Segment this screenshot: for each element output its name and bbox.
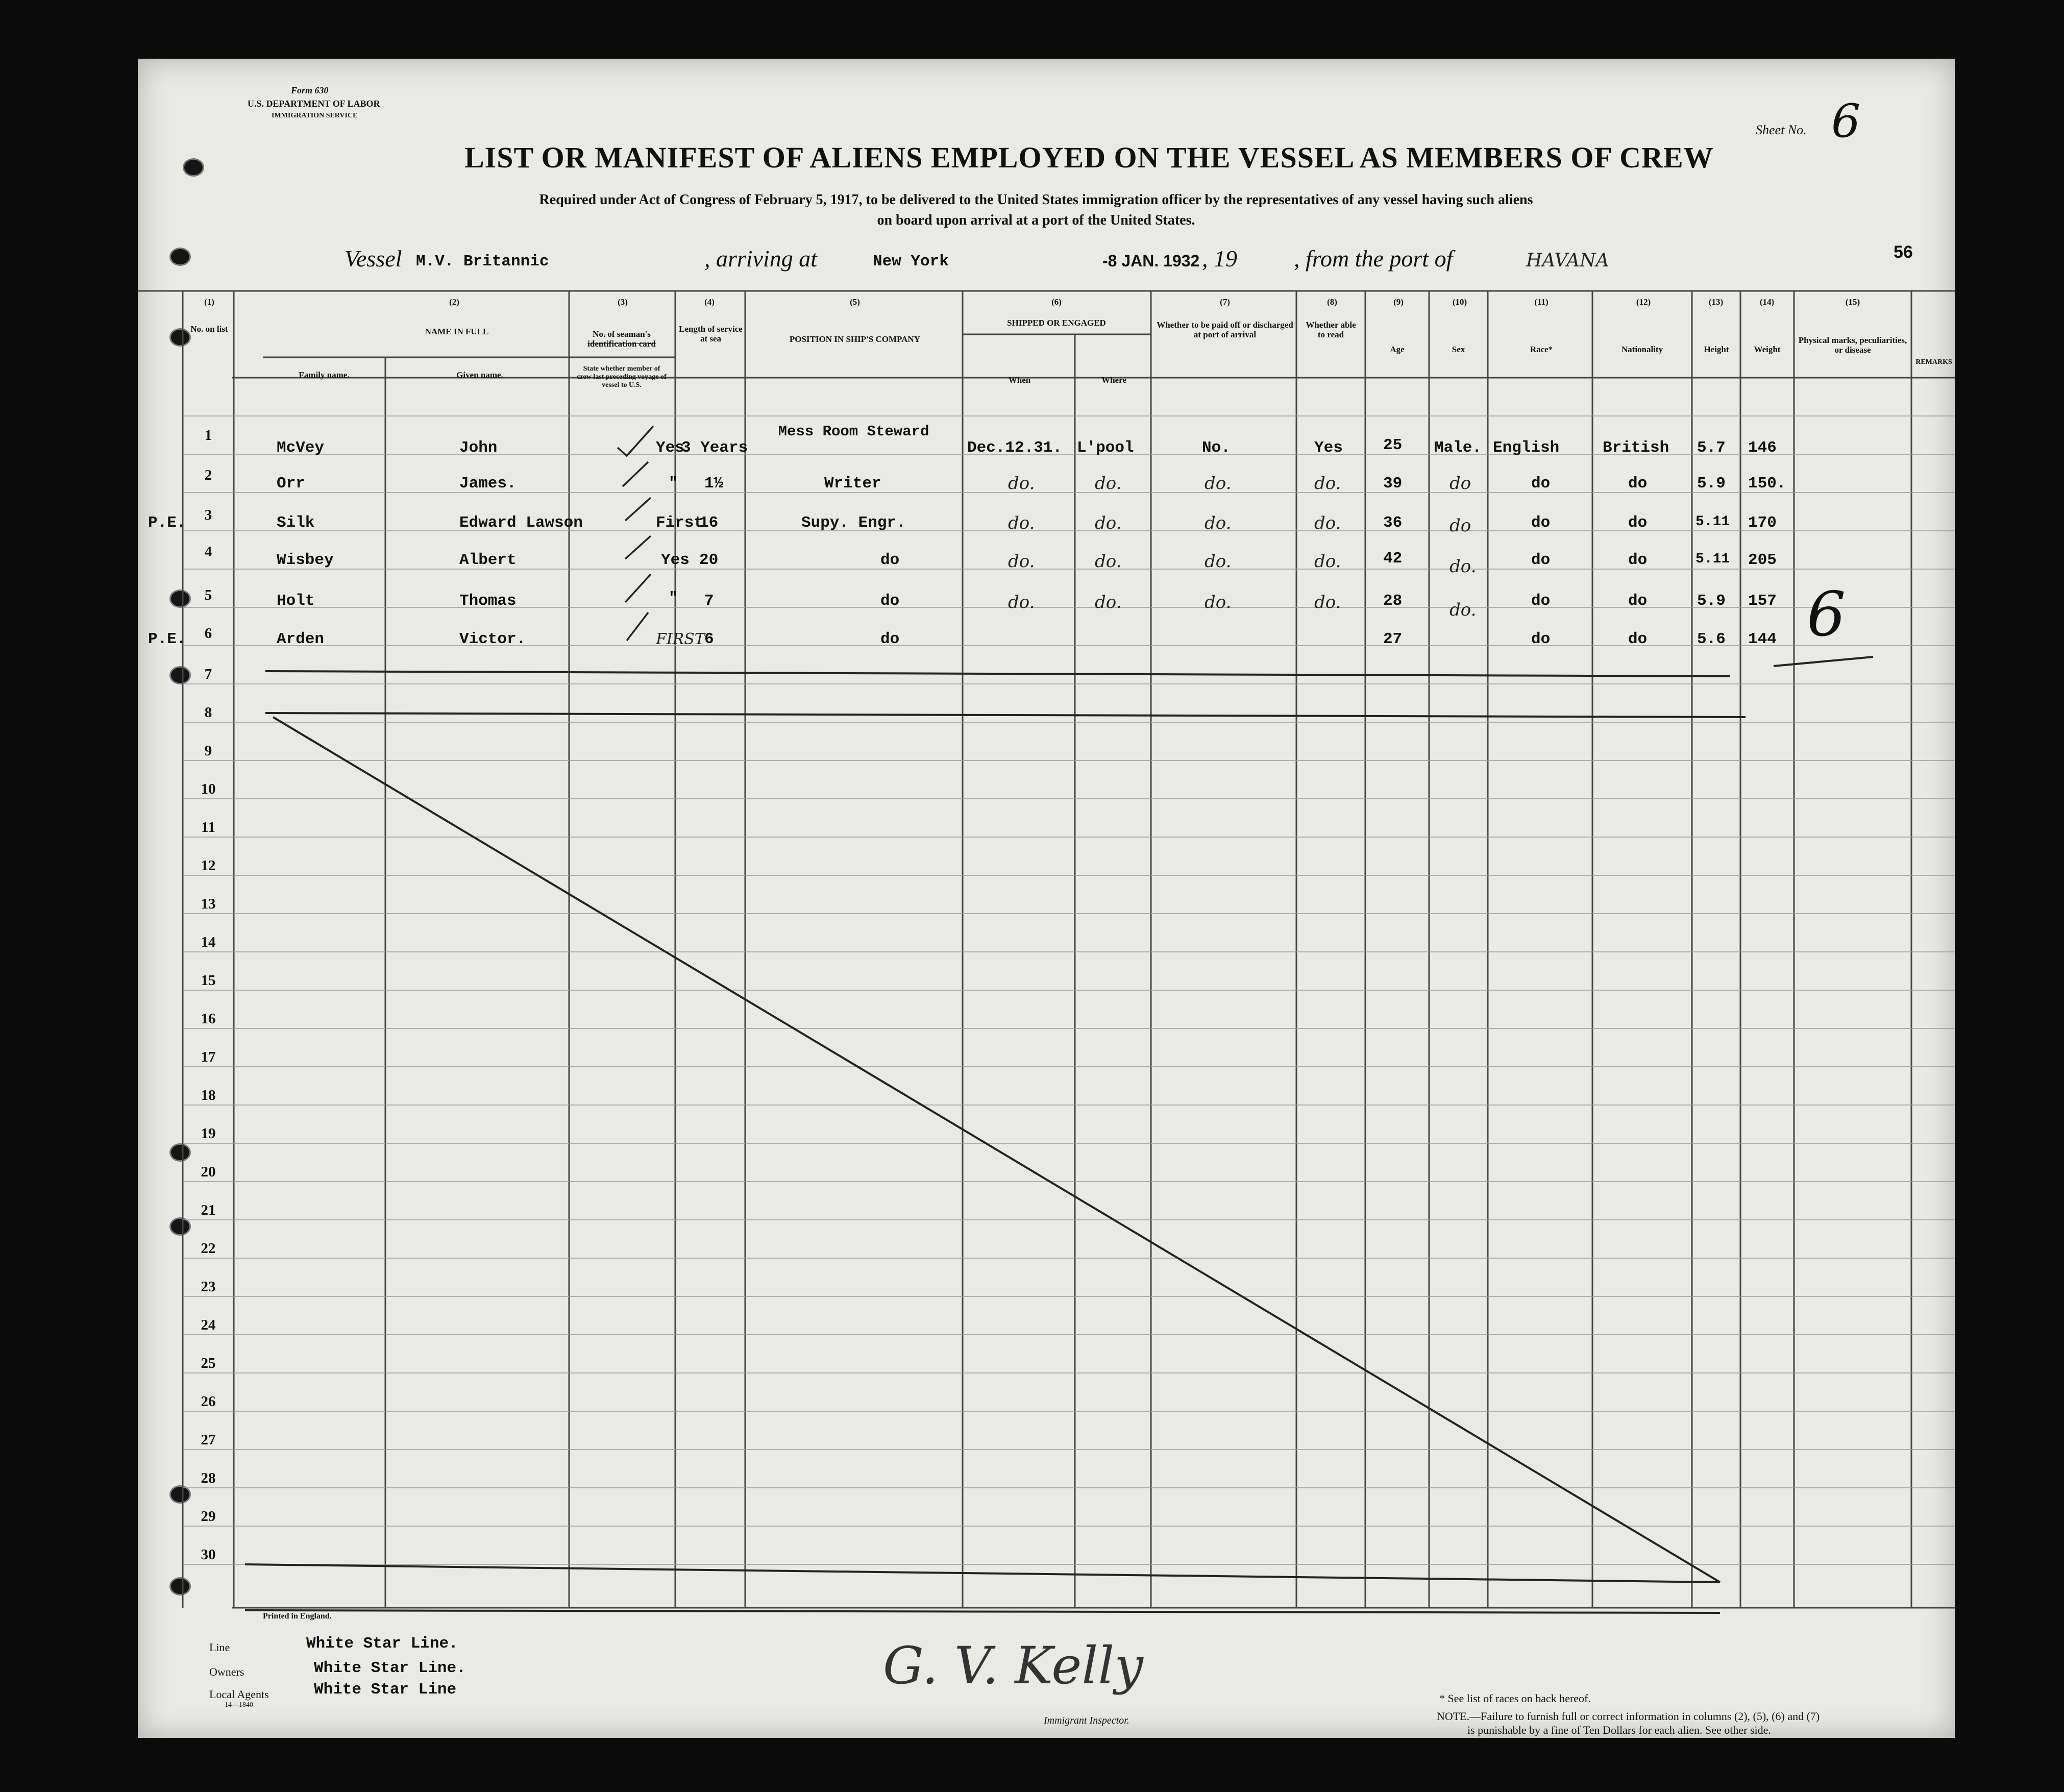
manifest-table-grid [138, 59, 1955, 1738]
line-label: Line [209, 1641, 230, 1654]
weight: 150. [1748, 475, 1786, 493]
from-label: , from the port of [1294, 246, 1453, 272]
age: 39 [1383, 475, 1403, 493]
given-name: Victor. [459, 630, 526, 648]
age: 27 [1383, 630, 1403, 648]
department: U.S. DEPARTMENT OF LABOR [248, 99, 380, 109]
given-name: John [459, 439, 498, 457]
age: 25 [1383, 436, 1403, 454]
document-title: LIST OR MANIFEST OF ALIENS EMPLOYED ON THE VESSEL AS MEMBERS OF CREW [464, 141, 1714, 174]
col-2-number: (2) [449, 297, 459, 307]
height: 5.11 [1696, 551, 1730, 567]
fine-note-2: is punishable by a fine of Ten Dollars for each alien. See other side. [1467, 1724, 1771, 1736]
col-6a-header: When [1008, 375, 1031, 385]
row-number: 28 [201, 1470, 216, 1486]
able-to-read: do. [1314, 551, 1341, 572]
shipped-when: do. [1008, 473, 1035, 494]
row-number: 15 [201, 972, 216, 989]
shipped-when: do. [1008, 551, 1035, 572]
col-11-header: Race* [1530, 345, 1553, 354]
col-3-header: State whether member of crew last preceding voyage of vessel to U.S. [577, 365, 667, 389]
age: 28 [1383, 592, 1403, 610]
row-number: 7 [204, 666, 212, 682]
inspector-label: Immigrant Inspector. [1044, 1715, 1129, 1726]
col-3-number: (3) [618, 297, 628, 307]
col-2-header: NAME IN FULL [425, 327, 489, 336]
shipped-where: do. [1095, 513, 1122, 533]
shipped-when: do. [1008, 513, 1035, 533]
page-code: 56 [1894, 242, 1913, 262]
line-value: White Star Line. [306, 1635, 458, 1653]
weight: 144 [1748, 630, 1777, 648]
family-name: Wisbey [277, 551, 334, 569]
row-number: 3 [204, 507, 212, 523]
able-to-read: do. [1314, 513, 1341, 533]
position: Mess Room Steward [778, 423, 929, 440]
col-7-number: (7) [1220, 297, 1230, 307]
col-12-header: Nationality [1621, 345, 1663, 354]
col-6-number: (6) [1051, 297, 1062, 307]
manifest-sheet [138, 59, 1955, 1738]
given-name: Thomas [459, 592, 517, 610]
col-14-number: (14) [1759, 297, 1775, 307]
family-name: Holt [277, 592, 315, 610]
sheet-number: 6 [1831, 94, 1861, 148]
service-length: 7 [704, 592, 714, 610]
row-number: 4 [204, 544, 212, 560]
position: do [880, 592, 900, 610]
col-1-number: (1) [204, 297, 214, 307]
row-number: 20 [201, 1164, 216, 1180]
able-to-read: do. [1314, 592, 1341, 612]
paid-off: No. [1202, 439, 1231, 457]
vessel-name: M.V. Britannic [416, 253, 549, 271]
previous-voyage: " [669, 475, 678, 493]
arrival-date-stamp: -8 JAN. 1932 [1102, 252, 1200, 270]
agents-label: Local Agents [209, 1688, 269, 1701]
row-number: 6 [204, 625, 212, 642]
col-5-header: POSITION IN SHIP'S COMPANY [789, 334, 921, 344]
height: 5.6 [1697, 630, 1726, 648]
owners-value: White Star Line. [314, 1659, 466, 1677]
remarks-total: 6 [1807, 579, 1846, 650]
col-1-header: No. on list [190, 324, 228, 334]
col-7-header: Whether to be paid off or discharged at port of arrival [1157, 320, 1293, 339]
row-mark: P.E. [148, 630, 186, 648]
previous-voyage: Yes [656, 439, 684, 457]
row-number: 21 [201, 1202, 216, 1218]
col-2a-header: Family name. [299, 370, 350, 380]
position: Writer [824, 475, 881, 493]
able-to-read: Yes [1314, 439, 1343, 457]
shipped-where: do. [1095, 551, 1122, 572]
departure-port: HAVANA [1526, 250, 1609, 271]
col-8-number: (8) [1327, 297, 1337, 307]
previous-voyage: " [669, 590, 678, 607]
row-number: 19 [201, 1125, 216, 1142]
remarks-header: REMARKS [1915, 358, 1952, 366]
sheet-label: Sheet No. [1756, 122, 1807, 137]
col-2b-header: Given name. [456, 370, 503, 380]
row-number: 8 [204, 704, 212, 721]
col-15-header: Physical marks, peculiarities, or disease [1798, 335, 1907, 355]
family-name: McVey [277, 439, 325, 457]
nationality: British [1603, 439, 1669, 457]
col-12-number: (12) [1636, 297, 1651, 307]
row-number: 5 [204, 587, 212, 603]
document-subtitle-2: on board upon arrival at a port of the United States. [877, 212, 1195, 228]
weight: 146 [1748, 439, 1777, 457]
given-name: James. [459, 475, 517, 493]
position: do [880, 551, 900, 569]
col-9-number: (9) [1393, 297, 1404, 307]
row-number: 23 [201, 1279, 216, 1295]
service-length: 20 [699, 551, 719, 569]
agents-code: 14—1840 [225, 1701, 253, 1709]
paid-off: do. [1205, 592, 1232, 612]
sex: do. [1449, 600, 1477, 620]
row-number: 14 [201, 934, 216, 950]
row-number: 24 [201, 1317, 216, 1333]
col-4-number: (4) [704, 297, 715, 307]
inspector-signature: G. V. Kelly [883, 1636, 1143, 1696]
col-4-header: Length of service at sea [679, 324, 743, 343]
family-name: Orr [277, 475, 305, 493]
sex: do [1449, 515, 1471, 536]
row-number: 10 [201, 781, 216, 797]
race: English [1493, 439, 1560, 457]
able-to-read: do. [1314, 473, 1341, 494]
row-number: 22 [201, 1240, 216, 1257]
position: Supy. Engr. [801, 514, 906, 532]
race: do [1531, 551, 1551, 569]
col-8-header: Whether able to read [1306, 320, 1356, 339]
col-6-header: SHIPPED OR ENGAGED [1007, 318, 1106, 328]
row-number: 9 [204, 743, 212, 759]
height: 5.7 [1697, 439, 1726, 457]
row-number: 13 [201, 896, 216, 912]
nationality: do [1628, 551, 1648, 569]
vessel-label: Vessel [345, 246, 402, 272]
family-name: Silk [277, 514, 315, 532]
shipped-where: do. [1095, 473, 1122, 494]
row-number: 29 [201, 1508, 216, 1525]
service-length: 1½ [704, 475, 724, 493]
race: do [1531, 514, 1551, 532]
col-15-number: (15) [1845, 297, 1860, 307]
shipped-where: do. [1095, 592, 1122, 612]
shipped-when: Dec.12.31. [967, 439, 1063, 457]
sex: do [1449, 473, 1471, 494]
weight: 205 [1748, 551, 1777, 569]
height: 5.11 [1696, 514, 1730, 530]
race: do [1531, 630, 1551, 648]
row-number: 27 [201, 1432, 216, 1448]
year-label: , 19 [1202, 246, 1237, 272]
family-name: Arden [277, 630, 325, 648]
nationality: do [1628, 514, 1648, 532]
race: do [1531, 592, 1551, 610]
service-length: 3 Years [681, 439, 748, 457]
col-6b-header: Where [1101, 375, 1126, 385]
col-9-header: Age [1390, 345, 1405, 354]
row-number: 25 [201, 1355, 216, 1371]
height: 5.9 [1697, 475, 1726, 493]
age: 36 [1383, 514, 1403, 532]
nationality: do [1628, 630, 1648, 648]
given-name: Albert [459, 551, 517, 569]
form-number: Form 630 [291, 85, 329, 95]
paid-off: do. [1205, 513, 1232, 533]
previous-voyage: First [656, 514, 704, 532]
position: do [880, 630, 900, 648]
agents-value: White Star Line [314, 1681, 457, 1699]
row-number: 11 [201, 819, 215, 836]
height: 5.9 [1697, 592, 1726, 610]
shipped-when: do. [1008, 592, 1035, 612]
owners-label: Owners [209, 1665, 244, 1678]
col-13-number: (13) [1708, 297, 1724, 307]
row-number: 1 [204, 427, 212, 444]
previous-voyage: Yes [661, 551, 690, 569]
row-number: 18 [201, 1087, 216, 1103]
col-3-struck-header: No. of seaman's identification card [587, 329, 656, 349]
service-length: 6 [704, 630, 714, 648]
weight: 157 [1748, 592, 1777, 610]
weight: 170 [1748, 514, 1777, 532]
nationality: do [1628, 475, 1648, 493]
row-number: 26 [201, 1393, 216, 1410]
arrival-port: New York [873, 253, 949, 271]
age: 42 [1383, 550, 1403, 568]
race-note: * See list of races on back hereof. [1439, 1692, 1591, 1705]
previous-voyage: FIRST [656, 630, 705, 648]
col-10-number: (10) [1452, 297, 1467, 307]
fine-note-1: NOTE.—Failure to furnish full or correct information in columns (2), (5), (6) and (7) [1437, 1710, 1820, 1723]
row-number: 12 [201, 857, 216, 874]
paid-off: do. [1205, 551, 1232, 572]
row-number: 30 [201, 1546, 216, 1563]
printed-note: Printed in England. [263, 1612, 332, 1621]
row-number: 17 [201, 1049, 216, 1065]
col-10-header: Sex [1452, 345, 1465, 354]
nationality: do [1628, 592, 1648, 610]
service-length: 16 [699, 514, 719, 532]
sex: Male. [1434, 439, 1482, 457]
given-name: Edward Lawson [459, 514, 583, 532]
row-number: 16 [201, 1011, 216, 1027]
race: do [1531, 475, 1551, 493]
col-11-number: (11) [1534, 297, 1549, 307]
arriving-label: , arriving at [704, 246, 818, 272]
shipped-where: L'pool [1077, 439, 1134, 457]
col-5-number: (5) [850, 297, 860, 307]
service: IMMIGRATION SERVICE [272, 112, 358, 119]
document-subtitle-1: Required under Act of Congress of February 5, 1917, to be delivered to the United States immigration officer by the representatives of any vessel having such aliens [539, 192, 1533, 208]
row-mark: P.E. [148, 514, 186, 532]
col-14-header: Weight [1754, 345, 1781, 354]
sex: do. [1449, 556, 1477, 577]
col-13-header: Height [1704, 345, 1729, 354]
paid-off: do. [1205, 473, 1232, 494]
row-number: 2 [204, 467, 212, 483]
